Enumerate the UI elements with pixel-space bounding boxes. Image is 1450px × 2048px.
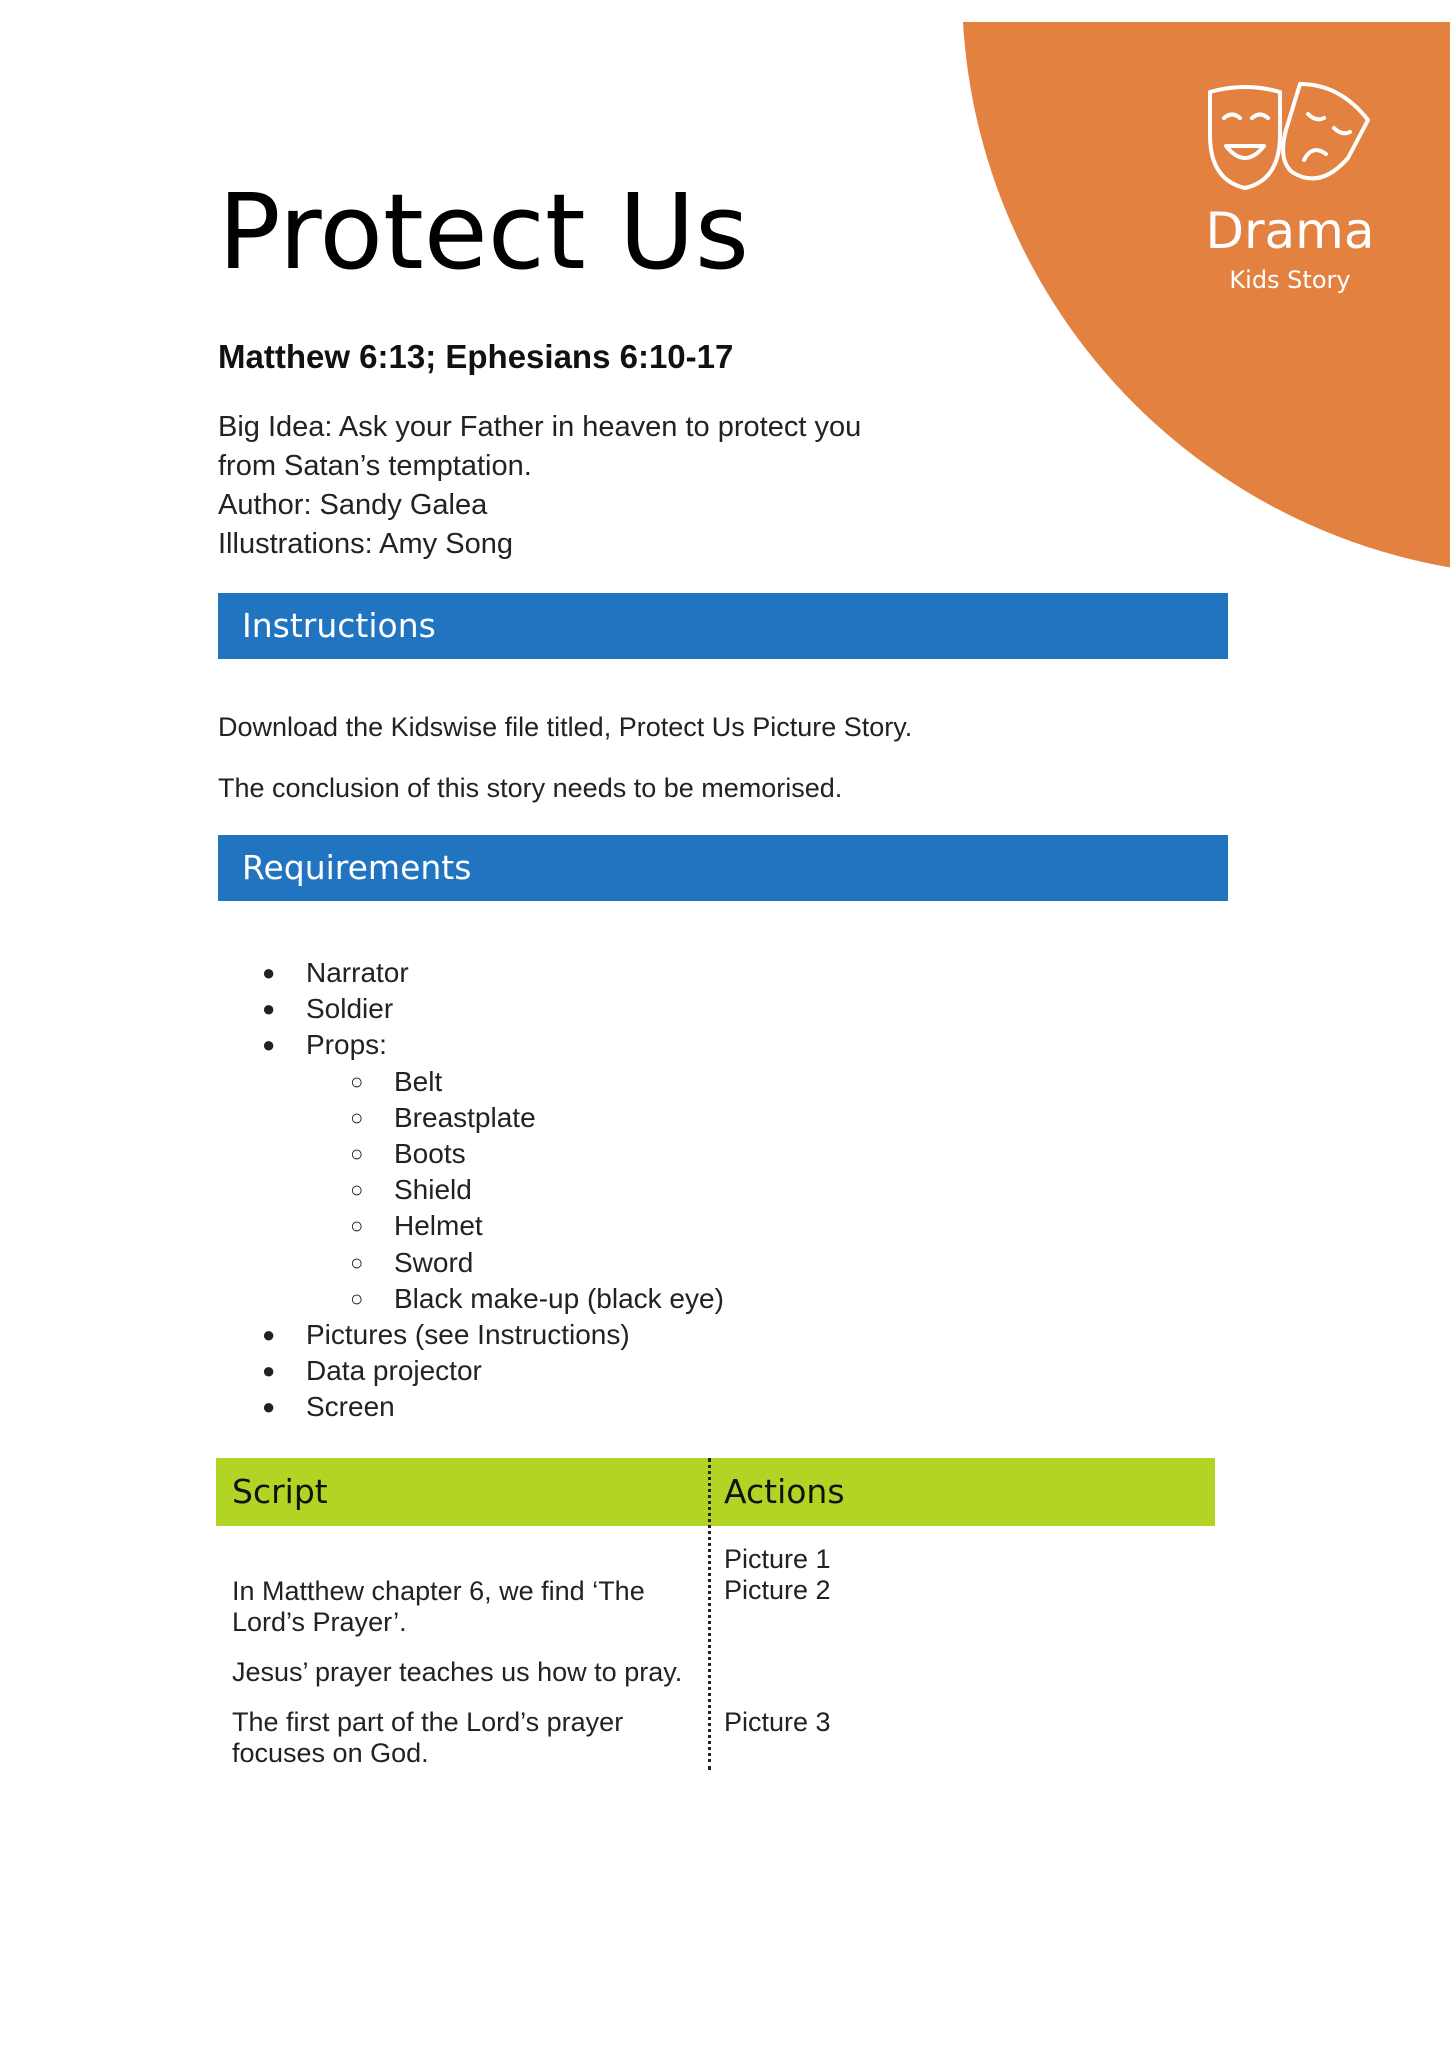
circle-bullet-icon: ○ bbox=[350, 1177, 364, 1203]
page-title: Protect Us bbox=[218, 171, 750, 293]
circle-bullet-icon: ○ bbox=[350, 1104, 364, 1130]
bullet-icon: ● bbox=[262, 1358, 276, 1384]
scripture-reference: Matthew 6:13; Ephesians 6:10-17 bbox=[218, 338, 734, 375]
list-item-label: Belt bbox=[394, 1065, 443, 1097]
bullet-icon: ● bbox=[262, 1321, 276, 1347]
script-line: Jesus’ prayer teaches us how to pray. bbox=[232, 1657, 683, 1687]
badge-subtitle: Kids Story bbox=[1229, 266, 1351, 294]
big-idea-line-2: from Satan’s temptation. bbox=[218, 450, 532, 482]
action-item: Picture 2 bbox=[724, 1575, 831, 1605]
list-item-label: Narrator bbox=[306, 957, 409, 988]
list-item-label: Soldier bbox=[306, 993, 394, 1025]
list-item-label: Breastplate bbox=[394, 1101, 536, 1133]
script-line: The first part of the Lord’s prayer bbox=[232, 1707, 624, 1737]
drama-badge bbox=[1190, 80, 1390, 292]
list-item-label: Helmet bbox=[394, 1210, 483, 1242]
circle-bullet-icon: ○ bbox=[350, 1140, 364, 1166]
list-item-label: Data projector bbox=[306, 1355, 482, 1387]
page-top-margin bbox=[0, 0, 1450, 22]
bullet-icon: ● bbox=[262, 960, 276, 985]
action-cell bbox=[724, 1544, 831, 1606]
drama-masks-icon bbox=[1200, 80, 1380, 200]
action-item: Picture 3 bbox=[724, 1707, 831, 1737]
badge-title: Drama bbox=[1205, 202, 1375, 260]
actions-column-header: Actions bbox=[724, 1472, 845, 1511]
instruction-paragraph: The conclusion of this story needs to be memorised. bbox=[218, 773, 843, 803]
big-idea-line-1: Big Idea: Ask your Father in heaven to protect you bbox=[218, 411, 862, 443]
script-line: In Matthew chapter 6, we find ‘The bbox=[232, 1576, 645, 1606]
list-item-label: Pictures (see Instructions) bbox=[306, 1318, 630, 1350]
requirements-heading: Requirements bbox=[218, 835, 1228, 901]
script-cell bbox=[232, 1657, 682, 1688]
list-item-label: Shield bbox=[394, 1174, 472, 1206]
story-meta bbox=[218, 408, 918, 564]
script-line: Lord’s Prayer’. bbox=[232, 1607, 407, 1637]
script-column-header: Script bbox=[232, 1472, 328, 1511]
action-item: Picture 1 bbox=[724, 1544, 831, 1574]
circle-bullet-icon: ○ bbox=[350, 1285, 364, 1311]
script-cell bbox=[232, 1707, 623, 1769]
list-item-label: Props: bbox=[306, 1029, 387, 1061]
bullet-icon: ● bbox=[262, 1032, 276, 1058]
circle-bullet-icon: ○ bbox=[350, 1068, 364, 1094]
instructions-heading: Instructions bbox=[218, 593, 1228, 659]
bullet-icon: ● bbox=[262, 996, 276, 1022]
script-table-header bbox=[216, 1458, 1215, 1526]
list-item-label: Sword bbox=[394, 1246, 474, 1278]
bullet-icon: ● bbox=[262, 1394, 276, 1420]
script-line: focuses on God. bbox=[232, 1738, 429, 1768]
illustrations: Illustrations: Amy Song bbox=[218, 528, 513, 560]
author: Author: Sandy Galea bbox=[218, 489, 488, 521]
list-item-label: Screen bbox=[306, 1391, 395, 1423]
circle-bullet-icon: ○ bbox=[350, 1213, 364, 1239]
instruction-paragraph: Download the Kidswise file titled, Protect Us Picture Story. bbox=[218, 712, 913, 742]
action-cell bbox=[724, 1707, 831, 1738]
circle-bullet-icon: ○ bbox=[350, 1249, 364, 1275]
list-item-label: Black make-up (black eye) bbox=[394, 1282, 724, 1314]
table-column-divider bbox=[708, 1458, 711, 1770]
list-item-label: Boots bbox=[394, 1137, 466, 1169]
script-cell bbox=[232, 1576, 645, 1638]
